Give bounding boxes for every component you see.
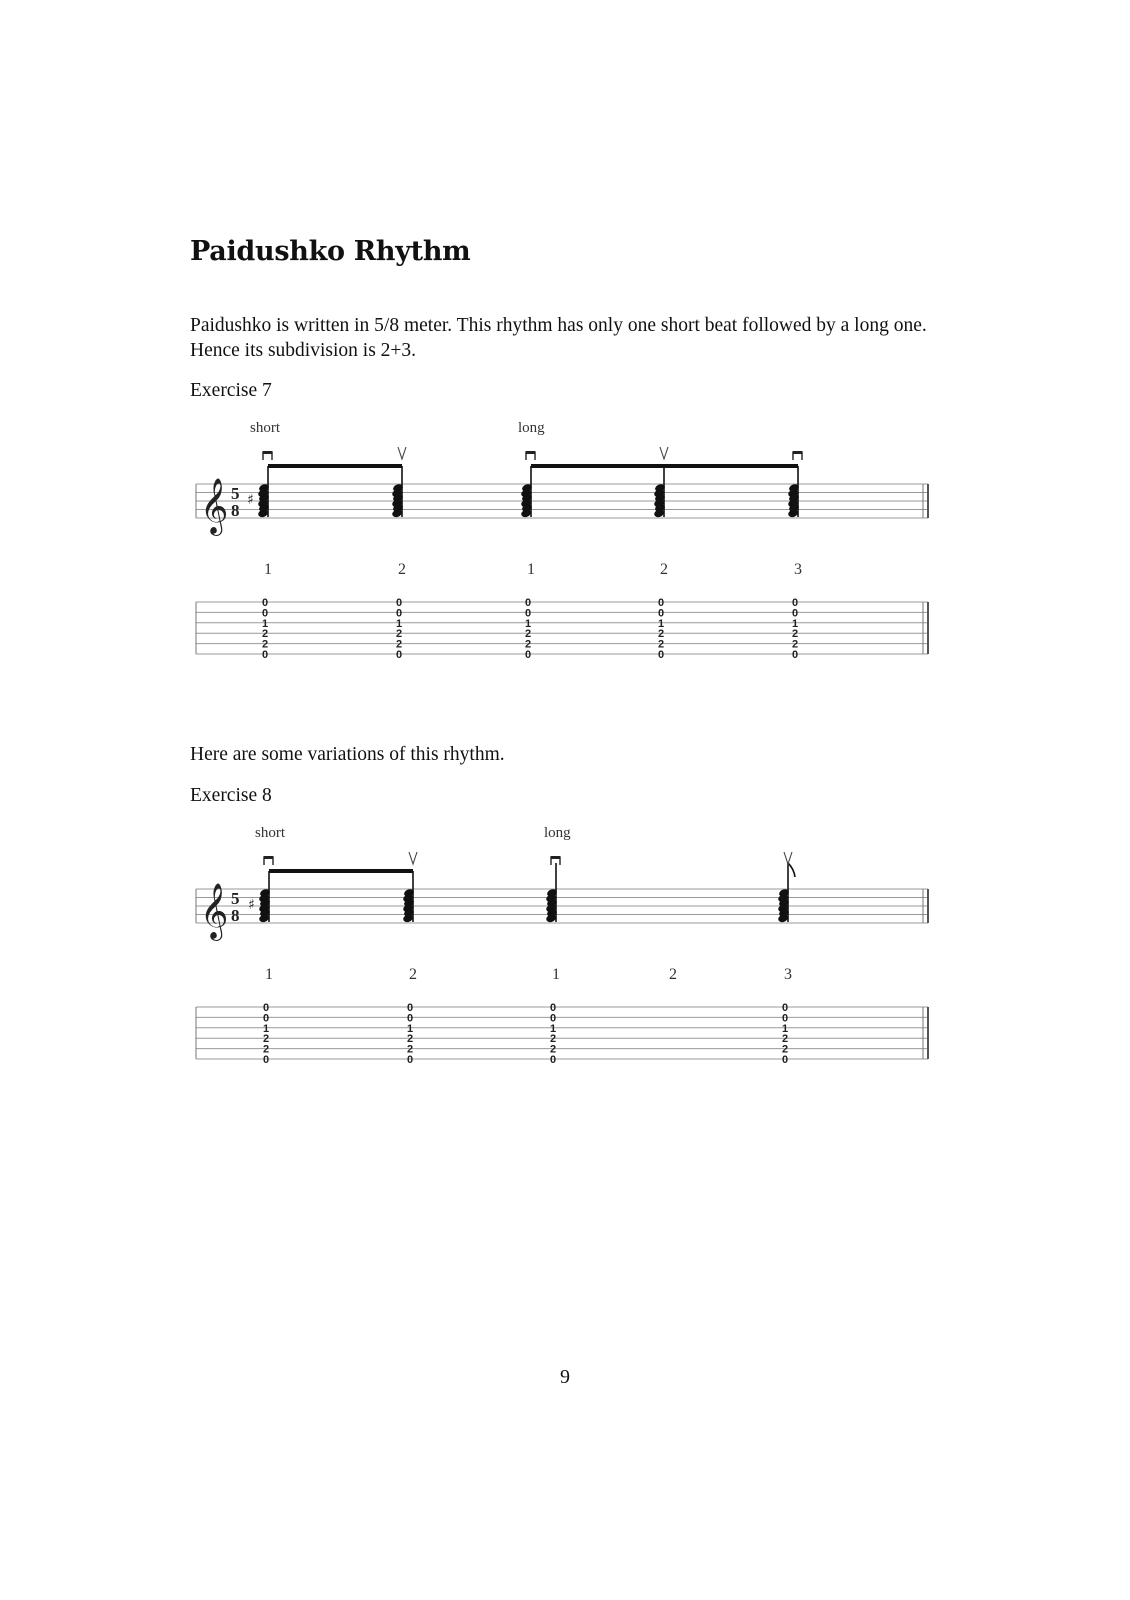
exercise-8-notation	[0, 825, 1130, 1085]
tab-fret-number: 0	[262, 607, 269, 620]
tab-fret-number: 2	[550, 1033, 557, 1046]
music-staff	[196, 889, 928, 923]
tab-fret-number: 0	[396, 607, 403, 620]
group-label-long: long	[544, 825, 571, 841]
tab-staff	[196, 602, 928, 654]
tab-fret-number: 0	[550, 1002, 557, 1014]
beam	[531, 464, 798, 468]
tab-fret-number: 0	[263, 1012, 270, 1025]
up-stroke-icon	[660, 447, 668, 459]
count-label: 1	[265, 966, 273, 983]
stroke-1	[247, 451, 272, 661]
stroke-4	[669, 966, 677, 983]
tab-fret-number: 0	[263, 1002, 270, 1014]
tab-fret-number: 0	[525, 607, 532, 620]
tab-fret-number: 2	[792, 638, 799, 651]
count-label: 1	[527, 561, 535, 578]
stroke-2	[402, 852, 417, 1066]
tab-fret-number: 0	[525, 597, 532, 609]
up-stroke-icon	[784, 852, 792, 864]
tab-fret-number: 2	[782, 1033, 789, 1046]
tab-fret-number: 1	[792, 617, 799, 630]
page-title: Paidushko Rhythm	[190, 236, 471, 267]
sharp-icon: ♯	[247, 492, 254, 508]
tab-fret-number: 2	[262, 628, 269, 641]
tab-fret-number: 0	[396, 649, 403, 661]
stroke-5	[777, 852, 795, 1066]
stroke-3	[520, 451, 535, 661]
tab-fret-number: 2	[407, 1043, 414, 1056]
time-signature-top: 5	[231, 889, 240, 908]
tab-fret-number: 1	[262, 617, 269, 630]
time-signature-top: 5	[231, 484, 240, 503]
tab-fret-number: 2	[525, 628, 532, 641]
tab-fret-number: 2	[396, 638, 403, 651]
tab-fret-number: 2	[550, 1043, 557, 1056]
tab-fret-number: 0	[550, 1054, 557, 1066]
tab-fret-number: 0	[263, 1054, 270, 1066]
tab-fret-number: 0	[396, 597, 403, 609]
stroke-3	[545, 856, 560, 1066]
beam	[268, 464, 402, 468]
music-staff	[196, 484, 928, 518]
tab-fret-number: 0	[262, 649, 269, 661]
count-label: 2	[669, 966, 677, 983]
eighth-flag-icon	[788, 863, 795, 877]
count-label: 1	[552, 966, 560, 983]
up-stroke-icon	[409, 852, 417, 864]
sharp-icon: ♯	[248, 897, 255, 913]
exercise-7-label: Exercise 7	[190, 380, 272, 401]
tab-fret-number: 2	[396, 628, 403, 641]
tab-staff	[196, 1007, 928, 1059]
tab-fret-number: 0	[792, 597, 799, 609]
notation-svg	[0, 420, 1130, 680]
tab-fret-number: 0	[407, 1054, 414, 1066]
intro-paragraph: Paidushko is written in 5/8 meter. This rhythm has only one short beat followed by a long one. Hence its subdivision is 2+3.	[190, 315, 927, 361]
tab-fret-number: 1	[550, 1022, 557, 1035]
tab-fret-number: 0	[550, 1012, 557, 1025]
tab-fret-number: 0	[658, 649, 665, 661]
treble-clef-icon: 𝄞	[200, 478, 229, 534]
group-label-short: short	[255, 825, 285, 841]
tab-fret-number: 2	[525, 638, 532, 651]
count-label: 1	[264, 561, 272, 578]
tab-fret-number: 1	[782, 1022, 789, 1035]
tab-fret-number: 1	[396, 617, 403, 630]
group-label-short: short	[250, 420, 280, 436]
tab-fret-number: 2	[407, 1033, 414, 1046]
tab-fret-number: 0	[792, 607, 799, 620]
tab-fret-number: 2	[263, 1043, 270, 1056]
group-label-long: long	[518, 420, 545, 436]
tab-fret-number: 2	[262, 638, 269, 651]
tab-fret-number: 2	[792, 628, 799, 641]
time-signature-bottom: 8	[231, 906, 240, 925]
tab-fret-number: 1	[658, 617, 665, 630]
exercise-8-label: Exercise 8	[190, 785, 272, 806]
tab-fret-number: 0	[525, 649, 532, 661]
tab-fret-number: 2	[658, 628, 665, 641]
up-stroke-icon	[398, 447, 406, 459]
count-label: 2	[398, 561, 406, 578]
count-label: 2	[660, 561, 668, 578]
tab-fret-number: 2	[658, 638, 665, 651]
tab-fret-number: 0	[792, 649, 799, 661]
variations-paragraph: Here are some variations of this rhythm.	[190, 744, 505, 765]
tab-fret-number: 0	[407, 1012, 414, 1025]
tab-fret-number: 0	[658, 607, 665, 620]
count-label: 3	[784, 966, 792, 983]
tab-fret-number: 1	[407, 1022, 414, 1035]
stroke-2	[391, 447, 406, 661]
treble-clef-icon: 𝄞	[200, 883, 229, 939]
stroke-4	[653, 447, 668, 661]
tab-fret-number: 1	[525, 617, 532, 630]
tab-fret-number: 0	[407, 1002, 414, 1014]
page-number: 9	[560, 1366, 570, 1388]
time-signature-bottom: 8	[231, 501, 240, 520]
notation-svg	[0, 825, 1130, 1085]
tab-fret-number: 0	[658, 597, 665, 609]
tab-fret-number: 0	[262, 597, 269, 609]
tab-fret-number: 0	[782, 1054, 789, 1066]
stroke-1	[248, 856, 273, 1066]
count-label: 3	[794, 561, 802, 578]
stroke-5	[787, 451, 802, 661]
exercise-7-notation	[0, 420, 1130, 680]
tab-fret-number: 2	[263, 1033, 270, 1046]
count-label: 2	[409, 966, 417, 983]
tab-fret-number: 2	[782, 1043, 789, 1056]
tab-fret-number: 0	[782, 1012, 789, 1025]
tab-fret-number: 0	[782, 1002, 789, 1014]
beam	[269, 869, 413, 873]
tab-fret-number: 1	[263, 1022, 270, 1035]
